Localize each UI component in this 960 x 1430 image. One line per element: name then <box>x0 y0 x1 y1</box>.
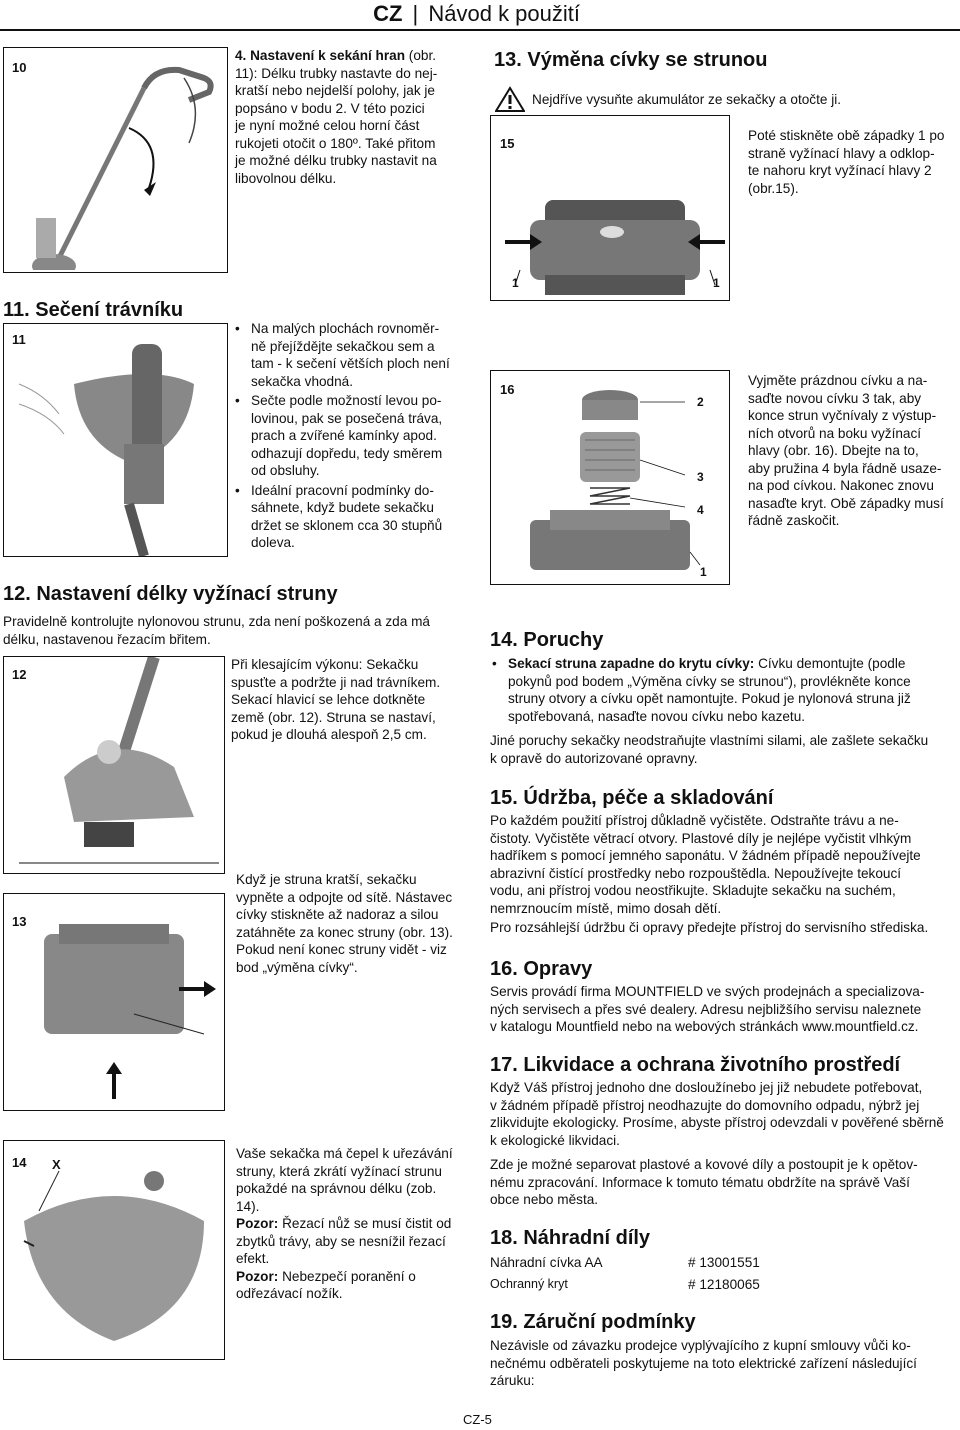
section-17-line: k ekologické likvidaci. <box>490 1132 620 1148</box>
section-16-line: v katalogu Mountfield nebo na webových stránkách www.mountfield.cz. <box>490 1019 919 1034</box>
figure-16-number: 16 <box>500 382 515 397</box>
section-19-paragraph <box>490 1337 958 1390</box>
section-17-heading: 17. Likvidace a ochrana životního prostředí <box>490 1054 901 1076</box>
figure-14 <box>3 1140 225 1360</box>
spare-part-row <box>490 1255 603 1270</box>
section-4-line: kratší nebo nejdelší polohy, jak je <box>235 83 435 98</box>
section-13-line: konce strun vyčnívaly z výstup- <box>748 408 937 423</box>
warning-1-line: efekt. <box>236 1251 270 1266</box>
bullet-line: držet se sklonem cca 30 stupňů <box>251 517 443 533</box>
section-14-bullet-bold: Sekací struna zapadne do krytu cívky: <box>508 656 755 671</box>
figure-12 <box>3 656 225 874</box>
page-number: CZ-5 <box>463 1412 492 1427</box>
section-12-line: 14). <box>236 1198 260 1214</box>
section-13-warning: Nejdříve vysuňte akumulátor ze sekačky a otočte ji. <box>532 92 842 107</box>
bullet-line: • Na malých plochách rovnoměr- <box>251 321 440 336</box>
section-12-paragraph-2 <box>236 871 470 976</box>
section-4-line: (obr. <box>408 48 436 63</box>
section-12-heading: 12. Nastavení délky vyžínací struny <box>3 583 338 605</box>
warning-2 <box>236 1268 470 1286</box>
bullet-line: tam - k sečení větších ploch není <box>251 356 450 371</box>
section-12-line: bod „výměna cívky“. <box>236 959 358 975</box>
bullet-line: od obsluhy. <box>251 463 320 478</box>
section-17-line: nému zpracování. Informace k tomuto tématu obdržíte na správě Vaší <box>490 1174 910 1190</box>
page-header <box>0 0 960 29</box>
section-13-line: nasaďte kryt. Obě západky musí <box>748 495 944 511</box>
section-12-line: Sekací hlavicí se lehce dotkněte <box>231 692 426 707</box>
figure-11 <box>3 323 228 557</box>
section-14-line: struny otvory a cívku opět namontujte. Pokud je nylonová struna již <box>508 691 911 706</box>
figure-15-label-latch-right: 1 <box>713 276 720 290</box>
section-14-bullet-item <box>490 655 958 725</box>
section-13-line: te nahoru kryt vyžínací hlavy 2 <box>748 163 932 178</box>
section-11-bullets <box>233 320 475 552</box>
section-14-line: pokynů pod bodem „Výměna cívky se strunou“), provlékněte konce <box>508 673 911 689</box>
section-17-line: Když Váš přístroj jednoho dne dosloužínebo jej již nebudete potřebovat, <box>490 1080 923 1095</box>
section-12-paragraph-1 <box>231 656 471 744</box>
bullet-line: odhazují dopředu, tedy směrem <box>251 445 443 461</box>
figure-11-number: 11 <box>12 332 26 347</box>
section-17-paragraph-2 <box>490 1156 958 1209</box>
section-19-heading: 19. Záruční podmínky <box>490 1311 696 1333</box>
figure-16-label-cover: 2 <box>697 395 704 409</box>
warning-1-line: Řezací nůž se musí čistit od <box>282 1216 452 1231</box>
trimmer-head-cover-illustration <box>500 190 730 340</box>
section-4-line: je nyní možné celou horní část <box>235 118 420 133</box>
section-4-line: 11): Délku trubky nastavte do nej- <box>235 65 438 81</box>
header-rule <box>0 29 960 31</box>
trimmer-head-ground-illustration <box>4 657 224 873</box>
figure-16 <box>490 370 730 598</box>
bullet-line: sekačka vhodná. <box>251 373 354 389</box>
section-15-line: nemrznoucím místě, mimo dosah dětí. <box>490 900 722 916</box>
section-15-line: Pro rozsáhlejší údržbu či opravy předejte přístroj do servisního střediska. <box>490 920 929 935</box>
section-11-list <box>233 320 475 552</box>
section-4-line: rukojeti otočit o 180º. Také přitom <box>235 135 436 151</box>
section-13-line: straně vyžínací hlavy a odklop- <box>748 145 935 161</box>
section-14-line: spotřebovaná, nasaďte novou cívku nebo kazetu. <box>508 708 806 724</box>
figure-13-number: 13 <box>12 914 27 929</box>
section-15-paragraph-2 <box>490 919 958 937</box>
header-doc-title: Návod k použití <box>428 1 580 26</box>
spool-pull-illustration <box>4 894 224 1110</box>
figure-16-label-latch: 1 <box>700 565 707 579</box>
section-4-line: libovolnou délku. <box>235 170 337 186</box>
section-18-heading: 18. Náhradní díly <box>490 1227 651 1249</box>
trimmer-edging-illustration <box>4 48 226 270</box>
spare-part-code: # 12180065 <box>688 1277 760 1292</box>
section-13-line: saďte novou cívku 3 tak, aby <box>748 390 922 406</box>
warning-1 <box>236 1215 470 1233</box>
section-13-line: ních otvorů na boku vyžínací <box>748 425 922 441</box>
figure-10 <box>3 47 228 273</box>
section-17-line: zlikvidujte ekologicky. Prosíme, abyste přístroj odevzdali v pověřené sběrně <box>490 1115 944 1130</box>
spare-part-name: Ochranný kryt <box>490 1277 568 1291</box>
bullet-line: sáhnete, když budete sekačku <box>251 500 434 515</box>
bullet-line: • Sečte podle možností levou po- <box>251 393 442 408</box>
figure-16-label-spring: 4 <box>697 503 704 517</box>
section-12-line: struny, která zkrátí vyžínací strunu <box>236 1163 442 1179</box>
spool-assembly-illustration <box>490 370 730 598</box>
section-16-line: ných servisech a přes své dealery. Adresu nejbližšího servisu naleznete <box>490 1001 922 1017</box>
section-14-list <box>490 655 958 725</box>
section-15-heading: 15. Údržba, péče a skladování <box>490 787 774 809</box>
section-12-paragraph-3 <box>236 1145 470 1303</box>
bullet-line: prach a zvířené kamínky apod. <box>251 428 437 443</box>
section-16-heading: 16. Opravy <box>490 958 593 980</box>
section-13-heading: 13. Výměna cívky se strunou <box>494 49 768 71</box>
section-13-line: hlavy (obr. 16). Dbejte na to, <box>748 443 919 458</box>
bullet-line: ně přejíždějte sekačkou sem a <box>251 338 435 354</box>
section-15-line: čistoty. Vyčistěte větrací otvory. Plastové díly je nejlépe vyčistit vlhkým <box>490 830 912 846</box>
spare-part-name: Náhradní cívka AA <box>490 1255 603 1270</box>
figure-15-number: 15 <box>500 136 515 151</box>
section-14-heading: 14. Poruchy <box>490 629 604 651</box>
spare-part-code: # 13001551 <box>688 1255 760 1270</box>
header-title <box>373 1 580 27</box>
section-19-line: záruku: <box>490 1373 535 1388</box>
warning-1-line: zbytků trávy, aby se nesnížil řezací <box>236 1233 446 1249</box>
section-11-bullet <box>233 320 475 390</box>
section-14-paragraph <box>490 732 958 767</box>
section-11-heading: 11. Sečení trávníku <box>3 299 184 321</box>
section-17-line: obce nebo města. <box>490 1192 599 1207</box>
warning-2-line: odřezávací nožík. <box>236 1286 343 1301</box>
figure-12-number: 12 <box>12 667 27 682</box>
section-12-line: Při klesajícím výkonu: Sekačku <box>231 657 419 672</box>
section-13-line: aby pružina 4 byla řádně usaze- <box>748 460 942 476</box>
section-14-line: k opravě do autorizované opravny. <box>490 750 698 766</box>
section-12-line: země (obr. 12). Struna se nastaví, <box>231 709 436 725</box>
figure-15-label-latch-left: 1 <box>512 276 519 290</box>
section-12-line: pokud je dlouhá alespoň 2,5 cm. <box>231 727 427 742</box>
figure-14-number: 14 <box>12 1155 27 1170</box>
figure-10-number: 10 <box>12 60 27 75</box>
section-12-line: Když je struna kratší, sekačku <box>236 872 417 887</box>
section-17-paragraph-1 <box>490 1079 958 1149</box>
section-19-line: Nezávisle od závazku prodejce vyplývajícího z kupní smlouvy vůči ko- <box>490 1338 911 1353</box>
section-11-bullet <box>233 392 475 480</box>
section-12-line: Pravidelně kontrolujte nylonovou strunu, zda není poškozená a zda má <box>3 614 430 629</box>
section-17-line: v žádném případě přístroj neodhazujte do domovního odpadu, nýbrž jej <box>490 1097 920 1113</box>
section-12-line: spusťte a podržte ji nad trávníkem. <box>231 674 441 690</box>
section-4-text <box>235 47 468 187</box>
figure-16-label-spool: 3 <box>697 470 704 484</box>
section-11-bullet <box>233 482 475 552</box>
section-13-line: (obr.15). <box>748 180 799 196</box>
figure-14-label-x: X <box>52 1157 61 1172</box>
section-4-line: je možné délku trubky nastavit na <box>235 153 437 168</box>
section-12-line: pokaždé na správnou délku (zob. <box>236 1181 437 1196</box>
section-13-line: Poté stiskněte obě západky 1 po <box>748 128 945 143</box>
section-19-line: nečnému odběrateli poskytujeme na toto elektrické zařízení následující <box>490 1355 917 1371</box>
section-14-bullet <box>490 655 958 725</box>
trimmer-mowing-illustration <box>4 324 226 556</box>
section-12-intro <box>3 613 469 648</box>
bullet-line: • Ideální pracovní podmínky do- <box>251 482 434 498</box>
section-15-line: hadříkem s pomocí jemného saponátu. V žádném případě nepoužívejte <box>490 848 921 863</box>
section-14-line: Jiné poruchy sekačky neodstraňujte vlastními silami, ale zašlete sekačku <box>490 733 929 748</box>
section-12-line: vypněte a odpojte od sítě. Nástavec <box>236 889 453 905</box>
section-12-line: Vaše sekačka má čepel k uřezávání <box>236 1146 453 1161</box>
section-12-line: Pokud není konec struny vidět - viz <box>236 942 447 957</box>
section-12-line: zatáhněte za konec struny (obr. 13). <box>236 924 453 940</box>
section-16-line: Servis provádí firma MOUNTFIELD ve svých prodejnách a specializova- <box>490 984 925 999</box>
section-13-paragraph-1 <box>748 127 958 197</box>
section-14-line: Cívku demontujte (podle <box>758 656 906 671</box>
cutting-blade-illustration <box>4 1141 224 1359</box>
bullet-line: doleva. <box>251 535 295 550</box>
section-16-paragraph <box>490 983 958 1036</box>
section-12-line: délku, nastavenou řezacím břitem. <box>3 631 211 647</box>
section-15-line: abrazivní čistící prostředky nebo rozpouštědla. Nepoužívejte tekoucí <box>490 865 902 881</box>
section-15-paragraph-1 <box>490 812 958 917</box>
section-13-line: Vyjměte prázdnou cívku a na- <box>748 373 928 388</box>
header-lang: CZ <box>373 1 403 26</box>
section-13-line: na pod cívkou. Nakonec znovu <box>748 478 934 493</box>
spare-part-row <box>490 1277 568 1291</box>
header-separator: | <box>412 1 419 26</box>
section-12-line: cívky stiskněte až nadoraz a silou <box>236 907 439 922</box>
figure-13 <box>3 893 225 1111</box>
section-13-line: řádně zaskočit. <box>748 513 840 528</box>
warning-2-line: Nebezpečí poranění o <box>282 1268 416 1284</box>
section-4-line: popsáno v bodu 2. V této pozici <box>235 100 425 116</box>
bullet-line: lovinou, pak se posečená tráva, <box>251 410 443 426</box>
section-17-line: Zde je možné separovat plastové a kovové díly a postoupit je k opětov- <box>490 1157 918 1172</box>
section-15-line: Po každém použití přístroj důkladně vyčistěte. Odstraňte trávu a ne- <box>490 813 899 828</box>
section-13-paragraph-2 <box>748 372 958 530</box>
warning-triangle-icon <box>495 86 525 112</box>
warning-2-label: Pozor: <box>236 1268 279 1284</box>
section-15-line: vodu, ani přístroj vodou neostřikujte. Skladujte sekačku na suchém, <box>490 883 896 898</box>
warning-1-label: Pozor: <box>236 1216 279 1231</box>
section-4-title: 4. Nastavení k sekání hran <box>235 48 406 63</box>
